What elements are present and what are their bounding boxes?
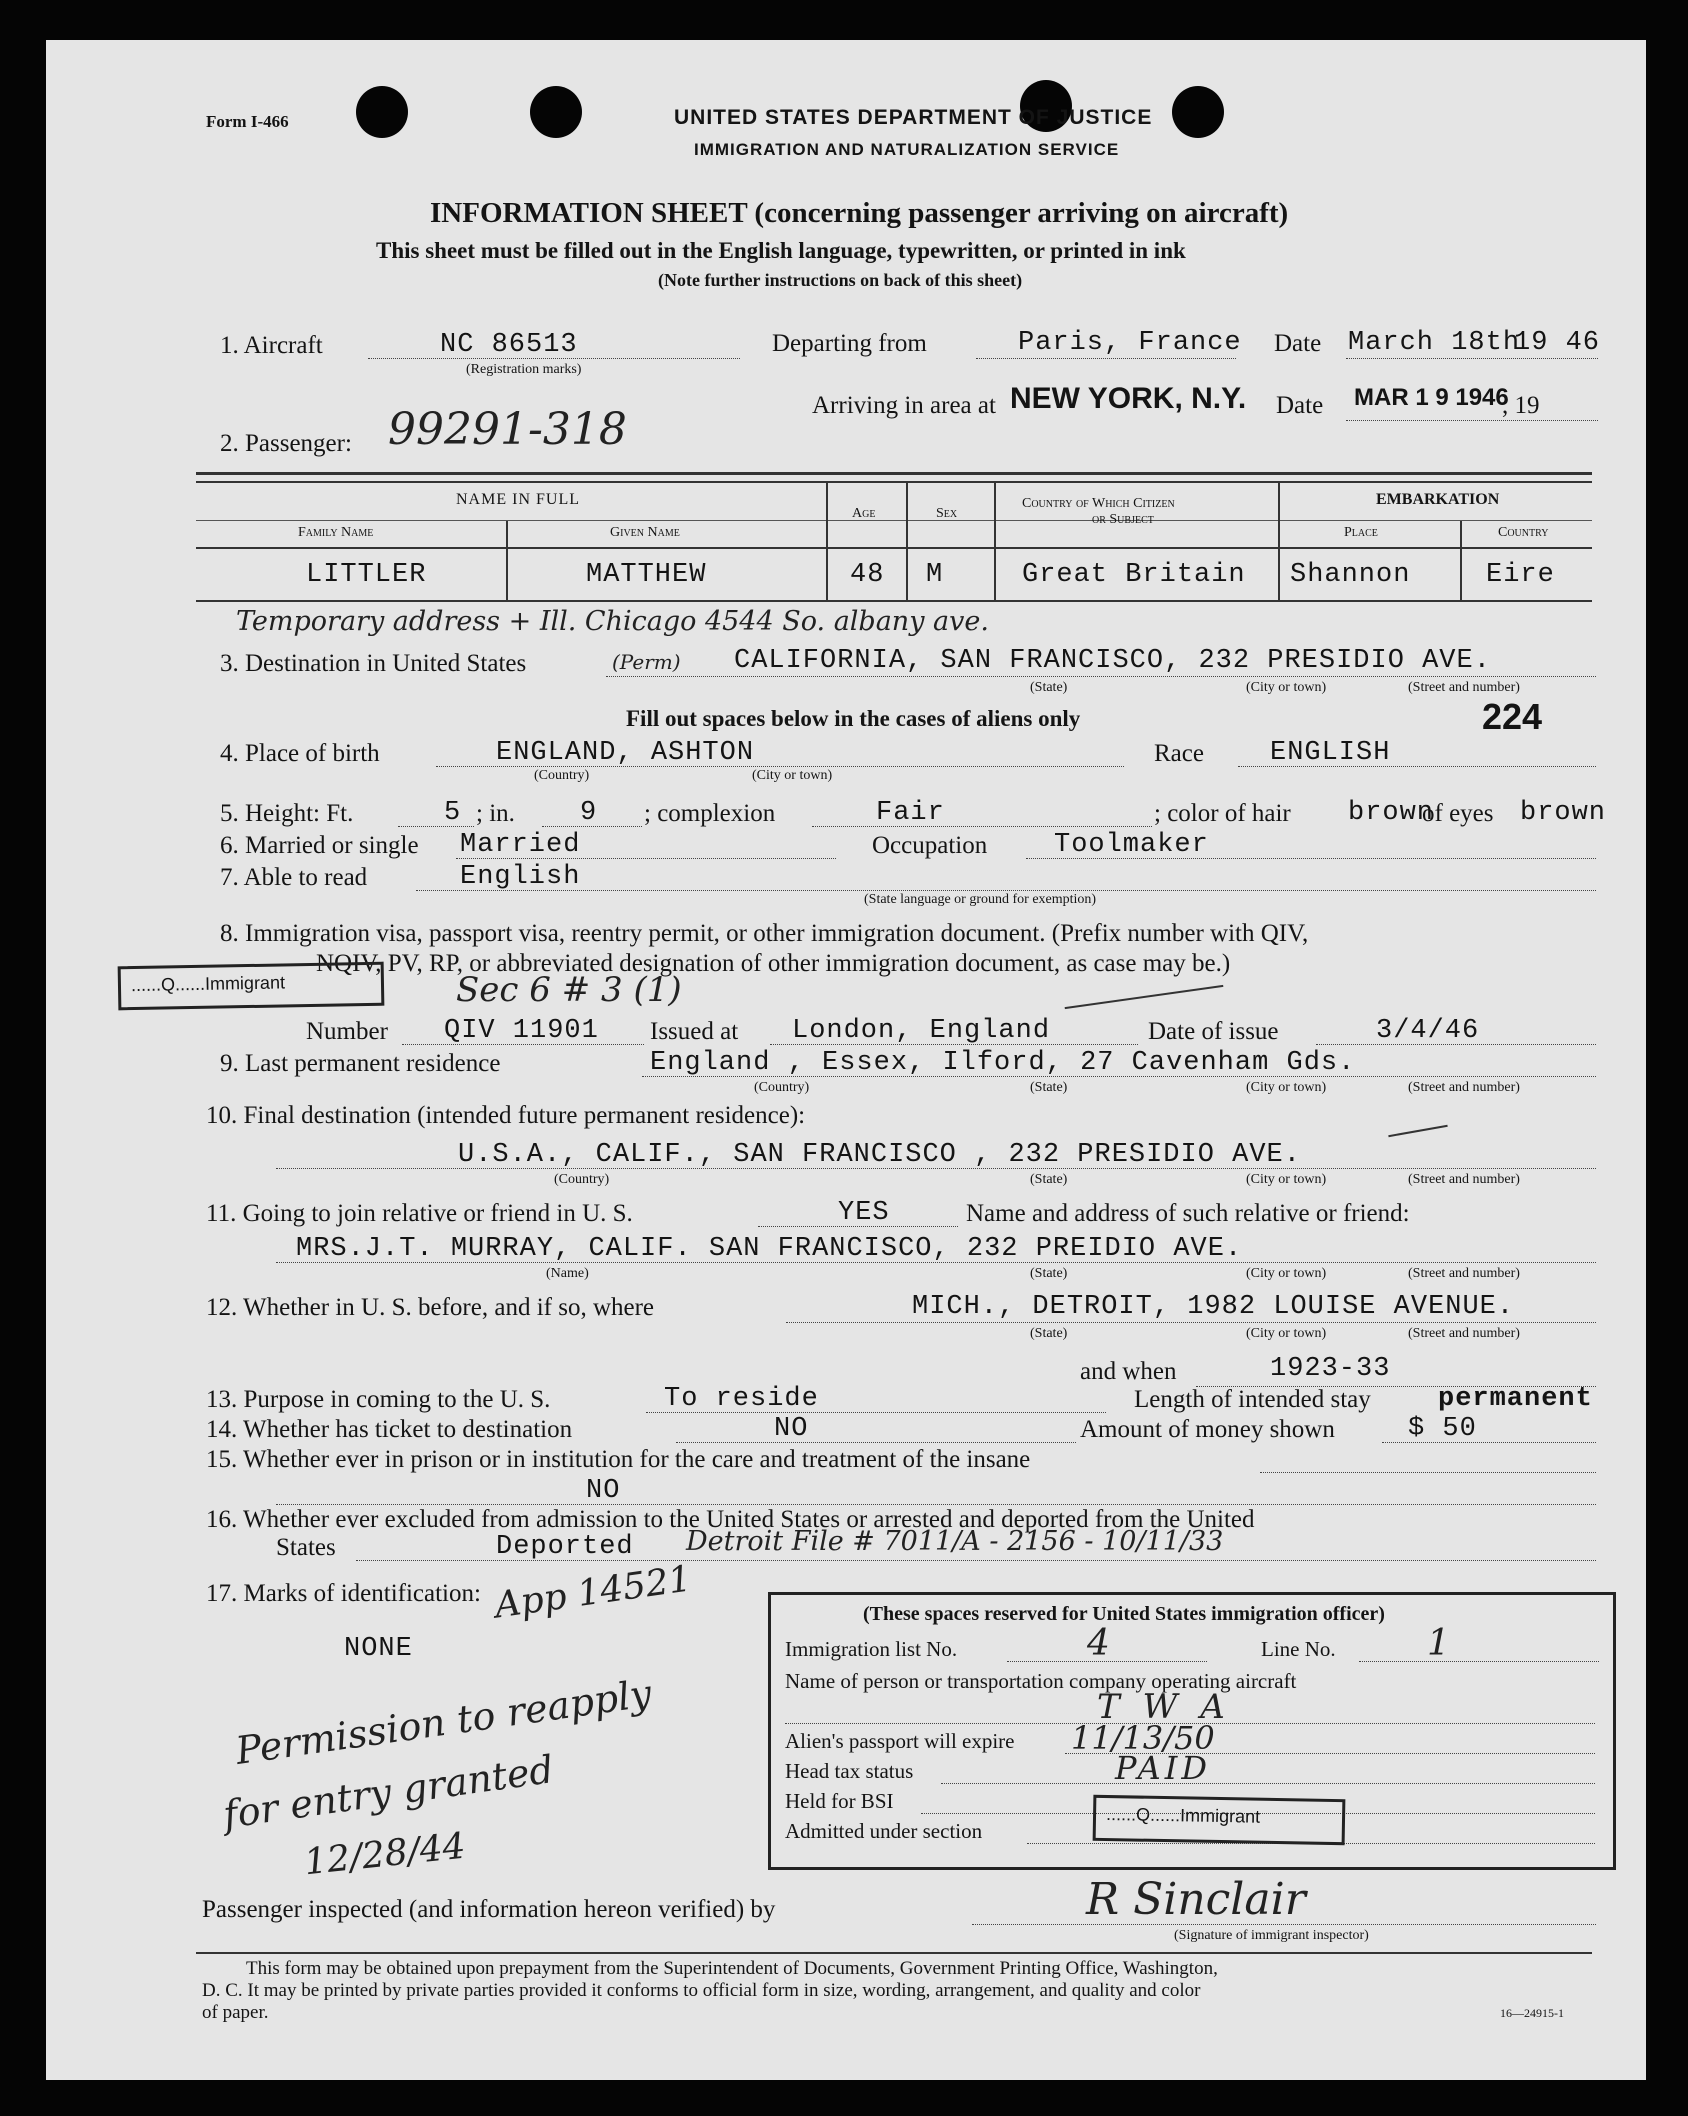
sex-value: M [926, 560, 944, 590]
temporary-address-handwritten: Temporary address + Ill. Chicago 4544 So. albany ave. [236, 606, 989, 637]
sheet-note: (Note further instructions on back of this sheet) [658, 270, 1023, 290]
place-header: Place [1344, 525, 1378, 540]
caption-city: (City or town) [1246, 1266, 1327, 1281]
money-value: $ 50 [1408, 1414, 1477, 1444]
race-value: ENGLISH [1270, 738, 1391, 768]
code-224: 224 [1482, 696, 1543, 737]
marks-value: NONE [344, 1634, 413, 1664]
caption-city: (City or town) [752, 768, 833, 783]
embark-country-header: Country [1498, 525, 1549, 540]
birthplace-label: 4. Place of birth [220, 740, 380, 767]
list-number-value: 4 [1087, 1623, 1110, 1664]
caption-state: (State) [1030, 680, 1068, 695]
citizen-value: Great Britain [1022, 560, 1246, 590]
departure-date-year: 19 46 [1514, 328, 1601, 358]
marital-label: 6. Married or single [220, 832, 419, 859]
visa-label-line1: 8. Immigration visa, passport visa, reentry permit, or other immigration document. (Prefix number with QIV, [220, 920, 1309, 947]
embark-place-value: Shannon [1290, 560, 1411, 590]
marital-value: Married [460, 830, 581, 860]
issue-date-label: Date of issue [1148, 1018, 1279, 1045]
family-name-header: Family Name [298, 525, 374, 540]
occupation-value: Toolmaker [1054, 830, 1209, 860]
read-label: 7. Able to read [220, 864, 368, 891]
aircraft-label: 1. Aircraft [220, 332, 323, 359]
perm-note-handwritten: (Perm) [612, 650, 681, 674]
previous-us-label: 12. Whether in U. S. before, and if so, where [206, 1294, 655, 1321]
residence-label: 9. Last permanent residence [220, 1050, 501, 1077]
departing-label: Departing from [772, 330, 927, 357]
given-name-value: MATTHEW [586, 560, 707, 590]
residence-value: England , Essex, Ilford, 27 Cavenham Gds. [650, 1048, 1356, 1078]
head-tax-label: Head tax status [785, 1759, 914, 1783]
eyes-label: of eyes [1422, 800, 1494, 827]
footer-line2: D. C. It may be printed by private parties provided it conforms to official form in size, wording, arrangement, and quality and color [202, 1980, 1201, 2001]
embark-country-value: Eire [1486, 560, 1555, 590]
head-tax-value: PAID [1115, 1749, 1211, 1787]
join-relative-label: 11. Going to join relative or friend in U. S. [206, 1200, 633, 1227]
caption-state: (State) [1030, 1080, 1068, 1095]
caption-city: (City or town) [1246, 1326, 1327, 1341]
signature-caption: (Signature of immigrant inspector) [1174, 1928, 1369, 1943]
age-header: Age [852, 506, 876, 521]
aircraft-caption: (Registration marks) [466, 362, 582, 377]
line-number-value: 1 [1427, 1623, 1450, 1664]
reapply-note-date: 12/28/44 [302, 1825, 468, 1884]
punch-hole [1172, 86, 1224, 138]
caption-country: (Country) [534, 768, 590, 783]
department-title: UNITED STATES DEPARTMENT OF JUSTICE [674, 106, 1153, 129]
caption-street: (Street and number) [1408, 680, 1520, 695]
eyes-value: brown [1520, 798, 1607, 828]
caption-city: (City or town) [1246, 680, 1327, 695]
sex-header: Sex [936, 506, 958, 521]
stay-length-value: permanent [1438, 1384, 1593, 1414]
arrival-date-stamp: MAR 1 9 1946 [1354, 384, 1509, 411]
read-caption: (State language or ground for exemption) [864, 892, 1097, 907]
read-value: English [460, 862, 581, 892]
deportation-file-handwritten: Detroit File # 7011/A - 2156 - 10/11/33 [686, 1526, 1224, 1557]
country-header-line2: or Subject [1092, 512, 1154, 527]
passenger-label: 2. Passenger: [220, 430, 352, 457]
officer-box-title: (These spaces reserved for United States immigration officer) [863, 1603, 1385, 1625]
height-label: 5. Height: Ft. [220, 800, 354, 827]
caption-city: (City or town) [1246, 1080, 1327, 1095]
admitted-stamp: ......Q......Immigrant [1093, 1795, 1346, 1845]
arrival-date-label: Date [1276, 392, 1324, 419]
relative-name-label: Name and address of such relative or friend: [966, 1200, 1410, 1227]
caption-state: (State) [1030, 1172, 1068, 1187]
given-name-header: Given Name [610, 525, 680, 540]
previous-us-value: MICH., DETROIT, 1982 LOUISE AVENUE. [912, 1292, 1515, 1322]
prison-value: NO [586, 1476, 621, 1506]
destination-label: 3. Destination in United States [220, 650, 527, 677]
caption-city: (City or town) [1246, 1172, 1327, 1187]
reapply-note-line2: for entry granted [220, 1747, 557, 1837]
visa-label-line2: NQIV, PV, RP, or abbreviated designation of other immigration document, as case may be.) [316, 950, 1231, 977]
passport-expiry-label: Alien's passport will expire [785, 1729, 1015, 1753]
excluded-value: Deported [496, 1532, 634, 1562]
stay-length-label: Length of intended stay [1134, 1386, 1371, 1413]
caption-state: (State) [1030, 1266, 1068, 1281]
when-value: 1923-33 [1270, 1354, 1391, 1384]
age-value: 48 [850, 560, 885, 590]
excluded-label-line2: States [276, 1534, 336, 1561]
caption-street: (Street and number) [1408, 1080, 1520, 1095]
ticket-label: 14. Whether has ticket to destination [206, 1416, 573, 1443]
admitted-section-label: Admitted under section [785, 1819, 983, 1843]
sheet-title: INFORMATION SHEET (concerning passenger arriving on aircraft) [430, 197, 1289, 229]
bsi-label: Held for BSI [785, 1789, 894, 1813]
occupation-label: Occupation [872, 832, 988, 859]
complexion-label: ; complexion [644, 800, 776, 827]
purpose-value: To reside [664, 1384, 819, 1414]
join-relative-value: YES [838, 1198, 890, 1228]
caption-street: (Street and number) [1408, 1326, 1520, 1341]
departure-date-label: Date [1274, 330, 1322, 357]
departure-date-value: March 18th [1348, 328, 1521, 358]
caption-street: (Street and number) [1408, 1172, 1520, 1187]
embarkation-header: EMBARKATION [1376, 491, 1500, 508]
service-title: IMMIGRATION AND NATURALIZATION SERVICE [694, 140, 1120, 159]
form-number: Form I-466 [206, 112, 289, 131]
arriving-stamp: NEW YORK, N.Y. [1010, 382, 1247, 415]
punch-hole [356, 86, 408, 138]
issued-value: London, England [792, 1016, 1051, 1046]
aliens-only-note: Fill out spaces below in the cases of aliens only [626, 706, 1081, 731]
name-in-full-header: NAME IN FULL [456, 491, 580, 508]
visa-number-label: Number [306, 1018, 388, 1045]
visa-number-value: QIV 11901 [444, 1016, 599, 1046]
prison-label: 15. Whether ever in prison or in institution for the care and treatment of the insane [206, 1446, 1031, 1473]
ticket-value: NO [774, 1414, 809, 1444]
inspector-signature: R Sinclair [1086, 1874, 1306, 1925]
operator-label: Name of person or transportation company operating aircraft [785, 1669, 1297, 1693]
footer-code: 16—24915-1 [1500, 2006, 1564, 2020]
issue-date-value: 3/4/46 [1376, 1016, 1480, 1046]
aircraft-value: NC 86513 [440, 330, 578, 360]
caption-street: (Street and number) [1408, 1266, 1520, 1281]
when-label: and when [1080, 1358, 1177, 1385]
arrival-date-suffix: , 19 [1502, 392, 1540, 419]
relative-value: MRS.J.T. MURRAY, CALIF. SAN FRANCISCO, 232 PREIDIO AVE. [296, 1234, 1243, 1264]
destination-value: CALIFORNIA, SAN FRANCISCO, 232 PRESIDIO AVE. [734, 646, 1491, 676]
visa-section-handwritten: Sec 6 # 3 (1) [456, 970, 682, 1010]
punch-hole [530, 86, 582, 138]
caption-country: (Country) [754, 1080, 810, 1095]
complexion-value: Fair [876, 798, 945, 828]
height-feet-value: 5 [444, 798, 462, 828]
final-destination-label: 10. Final destination (intended future permanent residence): [206, 1102, 806, 1129]
inspection-label: Passenger inspected (and information hereon verified) by [202, 1896, 776, 1923]
sheet-subtitle: This sheet must be filled out in the English language, typewritten, or printed in ink [376, 238, 1186, 263]
footer-line3: of paper. [202, 2002, 269, 2023]
passenger-number-handwritten: 99291-318 [388, 404, 627, 455]
form-sheet [46, 40, 1646, 2080]
purpose-label: 13. Purpose in coming to the U. S. [206, 1386, 551, 1413]
arriving-label: Arriving in area at [812, 392, 996, 419]
passport-expiry-value: 11/13/50 [1071, 1719, 1215, 1757]
inches-label: ; in. [476, 800, 515, 827]
app-number-handwritten: App 14521 [492, 1558, 694, 1627]
officer-box [768, 1592, 1616, 1870]
height-inches-value: 9 [580, 798, 598, 828]
country-header-line1: Country of Which Citizen [1022, 496, 1175, 511]
money-label: Amount of money shown [1080, 1416, 1335, 1443]
operator-value: T W A [1097, 1687, 1231, 1727]
family-name-value: LITTLER [306, 560, 427, 590]
reapply-note-line1: Permission to reapply [232, 1671, 655, 1773]
race-label: Race [1154, 740, 1204, 767]
caption-name: (Name) [546, 1266, 589, 1281]
departing-value: Paris, France [1018, 328, 1242, 358]
marks-label: 17. Marks of identification: [206, 1580, 481, 1607]
line-number-label: Line No. [1261, 1637, 1336, 1661]
caption-country: (Country) [554, 1172, 610, 1187]
final-destination-value: U.S.A., CALIF., SAN FRANCISCO , 232 PRESIDIO AVE. [458, 1140, 1301, 1170]
hair-label: ; color of hair [1154, 800, 1291, 827]
caption-state: (State) [1030, 1326, 1068, 1341]
excluded-label-line1: 16. Whether ever excluded from admission to the United States or arrested and deported from the United [206, 1506, 1255, 1533]
hair-value: brown [1348, 798, 1435, 828]
list-number-label: Immigration list No. [785, 1637, 958, 1661]
immigrant-stamp: ......Q......Immigrant [118, 962, 385, 1011]
issued-label: Issued at [650, 1018, 739, 1045]
footer-line1: This form may be obtained upon prepayment from the Superintendent of Documents, Government Printing Office, Washington, [246, 1958, 1218, 1979]
birthplace-value: ENGLAND, ASHTON [496, 738, 755, 768]
